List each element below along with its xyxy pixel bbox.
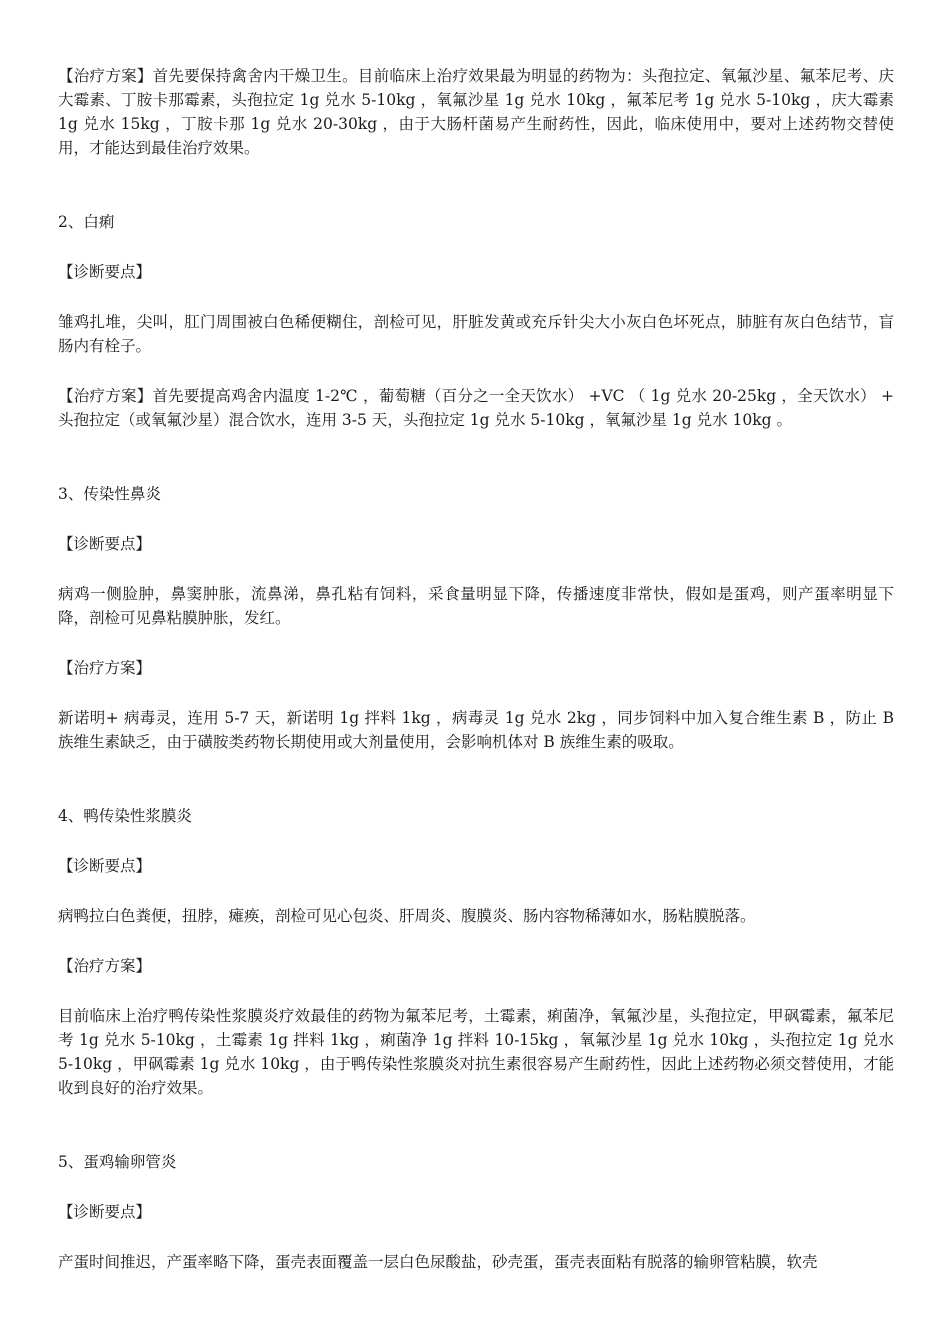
treatment-paragraph: 新诺明+ 病毒灵，连用 5-7 天，新诺明 1g 拌料 1kg ，病毒灵 1g 兑水 2kg ，同步饲料中加入复合维生素 B ，防止 B 族维生素缺乏，由于磺胺类药物长期使用或大剂量使用，会影响机体对 B 族维生素的吸取。 (58, 709, 894, 751)
diagnosis-heading: 【诊断要点】 (58, 857, 152, 875)
document-page (58, 64, 894, 1274)
treatment-heading: 【治疗方案】 (58, 659, 152, 677)
diagnosis-paragraph: 病鸭拉白色粪便，扭脖，瘫痪，剖检可见心包炎、肝周炎、腹膜炎、肠内容物稀薄如水，肠粘膜脱落。 (58, 907, 756, 925)
section-title: 2、白痢 (58, 213, 115, 231)
section-title: 4、鸭传染性浆膜炎 (58, 807, 192, 825)
diagnosis-heading: 【诊断要点】 (58, 1203, 152, 1221)
treatment-heading: 【治疗方案】 (58, 957, 152, 975)
diagnosis-paragraph: 产蛋时间推迟，产蛋率略下降，蛋壳表面覆盖一层白色尿酸盐，砂壳蛋，蛋壳表面粘有脱落的输卵管粘膜，软壳 (58, 1253, 818, 1271)
treatment-paragraph: 【治疗方案】首先要保持禽舍内干燥卫生。目前临床上治疗效果最为明显的药物为：头孢拉定、氧氟沙星、氟苯尼考、庆大霉素、丁胺卡那霉素，头孢拉定 1g 兑水 5-10kg ，氧氟沙星 1g 兑水 10kg ，氟苯尼考 1g 兑水 5-10kg ，庆大霉素 1g 兑水 15kg ，丁胺卡那 1g 兑水 20-30kg ，由于大肠杆菌易产生耐药性，因此，临床使用中，要对上述药物交替使用，才能达到最佳治疗效果。 (58, 67, 894, 157)
treatment-paragraph: 目前临床上治疗鸭传染性浆膜炎疗效最佳的药物为氟苯尼考，土霉素，痢菌净，氧氟沙星，头孢拉定，甲砜霉素，氟苯尼考 1g 兑水 5-10kg ，土霉素 1g 拌料 1kg ，痢菌净 1g 拌料 10-15kg ，氧氟沙星 1g 兑水 10kg ，头孢拉定 1g 兑水 5-10kg ，甲砜霉素 1g 兑水 10kg ，由于鸭传染性浆膜炎对抗生素很容易产生耐药性，因此上述药物必须交替使用，才能收到良好的治疗效果。 (58, 1007, 894, 1097)
diagnosis-heading: 【诊断要点】 (58, 535, 152, 553)
section-title: 5、蛋鸡输卵管炎 (58, 1153, 177, 1171)
diagnosis-paragraph: 雏鸡扎堆，尖叫，肛门周围被白色稀便糊住，剖检可见，肝脏发黄或充斥针尖大小灰白色坏死点，肺脏有灰白色结节，盲肠内有栓子。 (58, 313, 894, 355)
treatment-paragraph: 【治疗方案】首先要提高鸡舍内温度 1-2℃ ，葡萄糖（百分之一全天饮水） +VC （ 1g 兑水 20-25kg ，全天饮水） + 头孢拉定（或氧氟沙星）混合饮水，连用 3-5 天，头孢拉定 1g 兑水 5-10kg ，氧氟沙星 1g 兑水 10kg 。 (58, 387, 894, 429)
diagnosis-heading: 【诊断要点】 (58, 263, 152, 281)
diagnosis-paragraph: 病鸡一侧脸肿，鼻窦肿胀，流鼻涕，鼻孔粘有饲料，采食量明显下降，传播速度非常快，假如是蛋鸡，则产蛋率明显下降，剖检可见鼻粘膜肿胀，发红。 (58, 585, 894, 627)
section-title: 3、传染性鼻炎 (58, 485, 161, 503)
